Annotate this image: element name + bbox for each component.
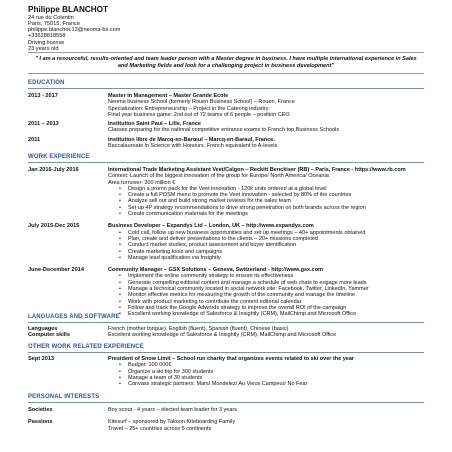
entry-heading: Institution libre de Marcq-en-Barœul – Marcq-en-Baraul, France. [108, 136, 275, 143]
entry-line: Kitesurf – sponsored by Takoon Kiteboarding Family [108, 419, 236, 426]
bullet-item: • Cold call, follow up new business opportunities and set up meetings – 40+ appointments obtained [108, 230, 424, 236]
entry-line: Final year business game: 2nd out of 72 teams of 6 people – position CEO [108, 111, 290, 118]
section-line-education [28, 88, 424, 89]
bullet-item: • Follow and track the Google Adwords strategy to improve the overall ROI of the campaign [108, 305, 424, 311]
address-city: Paris, 75015, France [28, 20, 80, 27]
entry-date: July 2015-Dec 2015 [28, 223, 80, 230]
entry-line: Area turnover: 300 million € [108, 179, 176, 186]
bullet-item: • Conduct market studies, product assessment and buyer identification [108, 242, 424, 248]
bullet-item: • Analyze sell out and build strong market reviews for the sales team [108, 198, 424, 204]
entry-body [108, 419, 424, 432]
entry-date: Languages [28, 326, 58, 332]
bullet-item: • Manage lead qualification via Insightly [108, 255, 424, 261]
entry-line: Specialization: Entrepreneurship – Project in the Catering industry [108, 105, 269, 112]
bullet-item: • Manage a team of 30 students [108, 375, 424, 381]
entry-body [108, 223, 424, 261]
bullet-item: • Create a full POSM menu to promote the Veet innovation - selected by 80% of the countries [108, 192, 424, 198]
entry-line: Excellent working knowledge of Salesforce & Insightly (CRM), MailChimp and Microsoft Office [108, 332, 337, 339]
entry-body [108, 407, 424, 413]
entry-line: Neoma business School (formerly Rouen Business School) – Rouen, France [108, 99, 295, 106]
phone-number: +33628818558 [28, 33, 66, 40]
bullet-item: • Budget: 100 000€ [108, 362, 424, 368]
driving-license: Driving license [28, 39, 65, 46]
quote-divider [28, 73, 424, 74]
entry-line: Travel – 25+ countries across 5 continents [108, 425, 212, 432]
person-name: Philippe BLANCHOT [28, 5, 109, 14]
bullet-item: • Plan, create and deliver presentations to the clients – 20+ missions completed [108, 236, 424, 242]
entry-line: Baccalaureate in Science with Honours. French equivalent to A-levels [108, 143, 278, 150]
entry-body [108, 356, 424, 387]
entry-line: Context: Launch of the biggest innovation of the group for Europe/ North America/ Oceania [108, 173, 329, 180]
section-line-interests [28, 402, 424, 403]
bullet-item: • Create communication materials for the meetings [108, 211, 424, 217]
bullet-item: • Canvass strategic partners: Mars/ Mondelez/ Au Vieux Campeur/ No Fear [108, 381, 424, 387]
section-title-other-work: OTHER WORK RELATED EXPERIENCE [28, 344, 144, 350]
contact-details [28, 15, 120, 53]
age: 23 years old [28, 45, 59, 52]
bullet-item: • Implement the online community strategy to ensure its effectiveness [108, 273, 424, 279]
entry-date: 2013 - 2017 [28, 93, 58, 99]
entry-heading: President of Snow Limit – School run charity that organizes events related to ski over the year [108, 356, 355, 362]
contact-header [28, 5, 120, 52]
email-address: philippe.blanchot.13@neoma-bs.com [28, 27, 121, 34]
profile-quote: " I am a resourceful, results-oriented and team leader person with a Master degree in business. I have multiple international experience in Sales and Marketing fields and look for a challenging project in business development" [35, 56, 417, 69]
section-title-languages: LANGUAGES AND SOFTWARE [28, 314, 120, 320]
entry-line: Classes preparing for the national competitive entrance exams to French top Business Schools [108, 127, 340, 134]
section-title-interests: PERSONAL INTERESTS [28, 394, 100, 400]
entry-body [108, 121, 424, 134]
entry-date: Passions [28, 419, 53, 426]
bullet-item: • Create marketing tools and campaigns [108, 249, 424, 255]
bullet-item: • Generate compelling editorial content and manage a schedule of web chats to engage more leads [108, 280, 424, 286]
bullet-item: • Design a promo pack for the Veet innovation - 120k units ordered at a global level [108, 186, 424, 192]
entry-body [108, 93, 424, 118]
entry-date: Sept 2013 [28, 356, 55, 362]
entry-heading: Master in Management – Master Grande Ecole [108, 93, 229, 99]
section-title-education: EDUCATION [28, 80, 65, 86]
bullet-item: • Set up 4P strategy recommendations to drive strong penetration on both brands across the region [108, 205, 424, 211]
entry-heading: Community Manager – GSX Solutions – Geneva, Switzerland - http://www.gsx.com [108, 267, 323, 274]
entry-heading: Institution Saint Paul – Lille, France [108, 121, 201, 128]
entry-date: June-December 2014 [28, 267, 84, 274]
bullet-item: • Monitor effective metrics for measuring the growth of the community and manage the timeline [108, 292, 424, 298]
entry-heading: Business Developer – Expandys Ltd – London, UK – http://www.expandys.com [108, 223, 314, 230]
entry-body [108, 167, 424, 217]
entry-date: Societies [28, 407, 53, 413]
bullet-item: • Organize a ski trip for 300 students [108, 369, 424, 375]
entry-line: Boy scout - 4 years – elected team leader for 3 years [108, 407, 238, 413]
entry-date: 2011 – 2013 [28, 121, 59, 128]
bullet-item: • Work with product marketing to contribute the content editorial calendar [108, 299, 424, 305]
entry-body [108, 332, 424, 338]
section-line-other-work [28, 352, 424, 353]
header-divider [28, 52, 424, 53]
entry-line: French (mother tongue), English (fluent), Spanish (fluent), Chinese (basic) [108, 326, 289, 332]
entry-date: Computer skills [28, 332, 70, 339]
section-line-work [28, 162, 424, 163]
section-line-languages [28, 322, 424, 323]
entry-body [108, 137, 424, 150]
entry-date: Jan 2016-July 2016 [28, 167, 79, 173]
entry-date: 2011 [28, 136, 41, 143]
bullet-item: • Excellent working knowledge of Salesforce & Insightly (CRM), MailChimp and Microsoft Office [108, 311, 424, 317]
entry-body [108, 267, 424, 317]
address-street: 24 rue du Colentin [28, 14, 74, 21]
bullet-item: • Manage a technical community located in social network site: Facebook, Twitter, LinkedIn, Yammer [108, 286, 424, 292]
entry-heading: International Trade Marketing Assistant Veet/Calgon – Reckitt Benckiser (RB) – Paris, France - https://www.rb.com [108, 167, 406, 173]
section-title-work: WORK EXPERIENCE [28, 154, 90, 160]
